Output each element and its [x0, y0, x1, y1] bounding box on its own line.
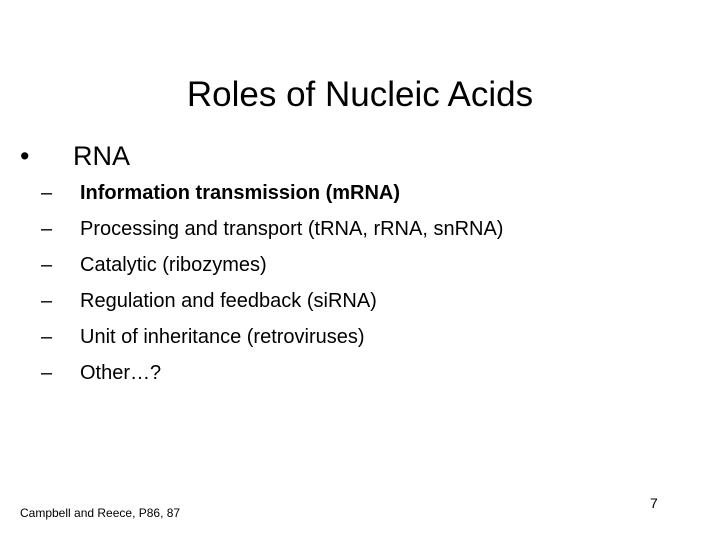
sub-bullet-marker: – — [41, 290, 53, 312]
sub-bullet-text: Other…? — [80, 362, 162, 384]
sub-bullet-marker: – — [41, 326, 53, 348]
sub-bullet-text: Regulation and feedback (siRNA) — [80, 290, 377, 312]
sub-bullet-marker: – — [41, 218, 53, 240]
sub-bullet-item — [41, 283, 503, 319]
sub-bullet-item — [41, 355, 503, 391]
sub-bullet-item — [41, 175, 503, 211]
source-citation: Campbell and Reece, P86, 87 — [20, 506, 181, 520]
sub-bullet-item — [41, 247, 503, 283]
sub-bullet-item — [41, 211, 503, 247]
bullet-rna — [20, 139, 130, 173]
sub-bullet-marker: – — [41, 362, 53, 384]
bullet-marker: • — [20, 141, 30, 171]
page-number: 7 — [650, 495, 658, 511]
bullet-text: RNA — [73, 141, 131, 171]
sub-bullet-text: Information transmission (mRNA) — [80, 182, 401, 204]
slide-title: Roles of Nucleic Acids — [186, 75, 534, 114]
sub-bullet-marker: – — [41, 254, 53, 276]
sub-bullet-text: Catalytic (ribozymes) — [80, 254, 267, 276]
sub-bullet-marker: – — [41, 182, 53, 204]
sub-bullet-list — [41, 175, 503, 391]
sub-bullet-text: Processing and transport (tRNA, rRNA, snRNA) — [80, 218, 504, 240]
sub-bullet-item — [41, 319, 503, 355]
sub-bullet-text: Unit of inheritance (retroviruses) — [80, 326, 365, 348]
